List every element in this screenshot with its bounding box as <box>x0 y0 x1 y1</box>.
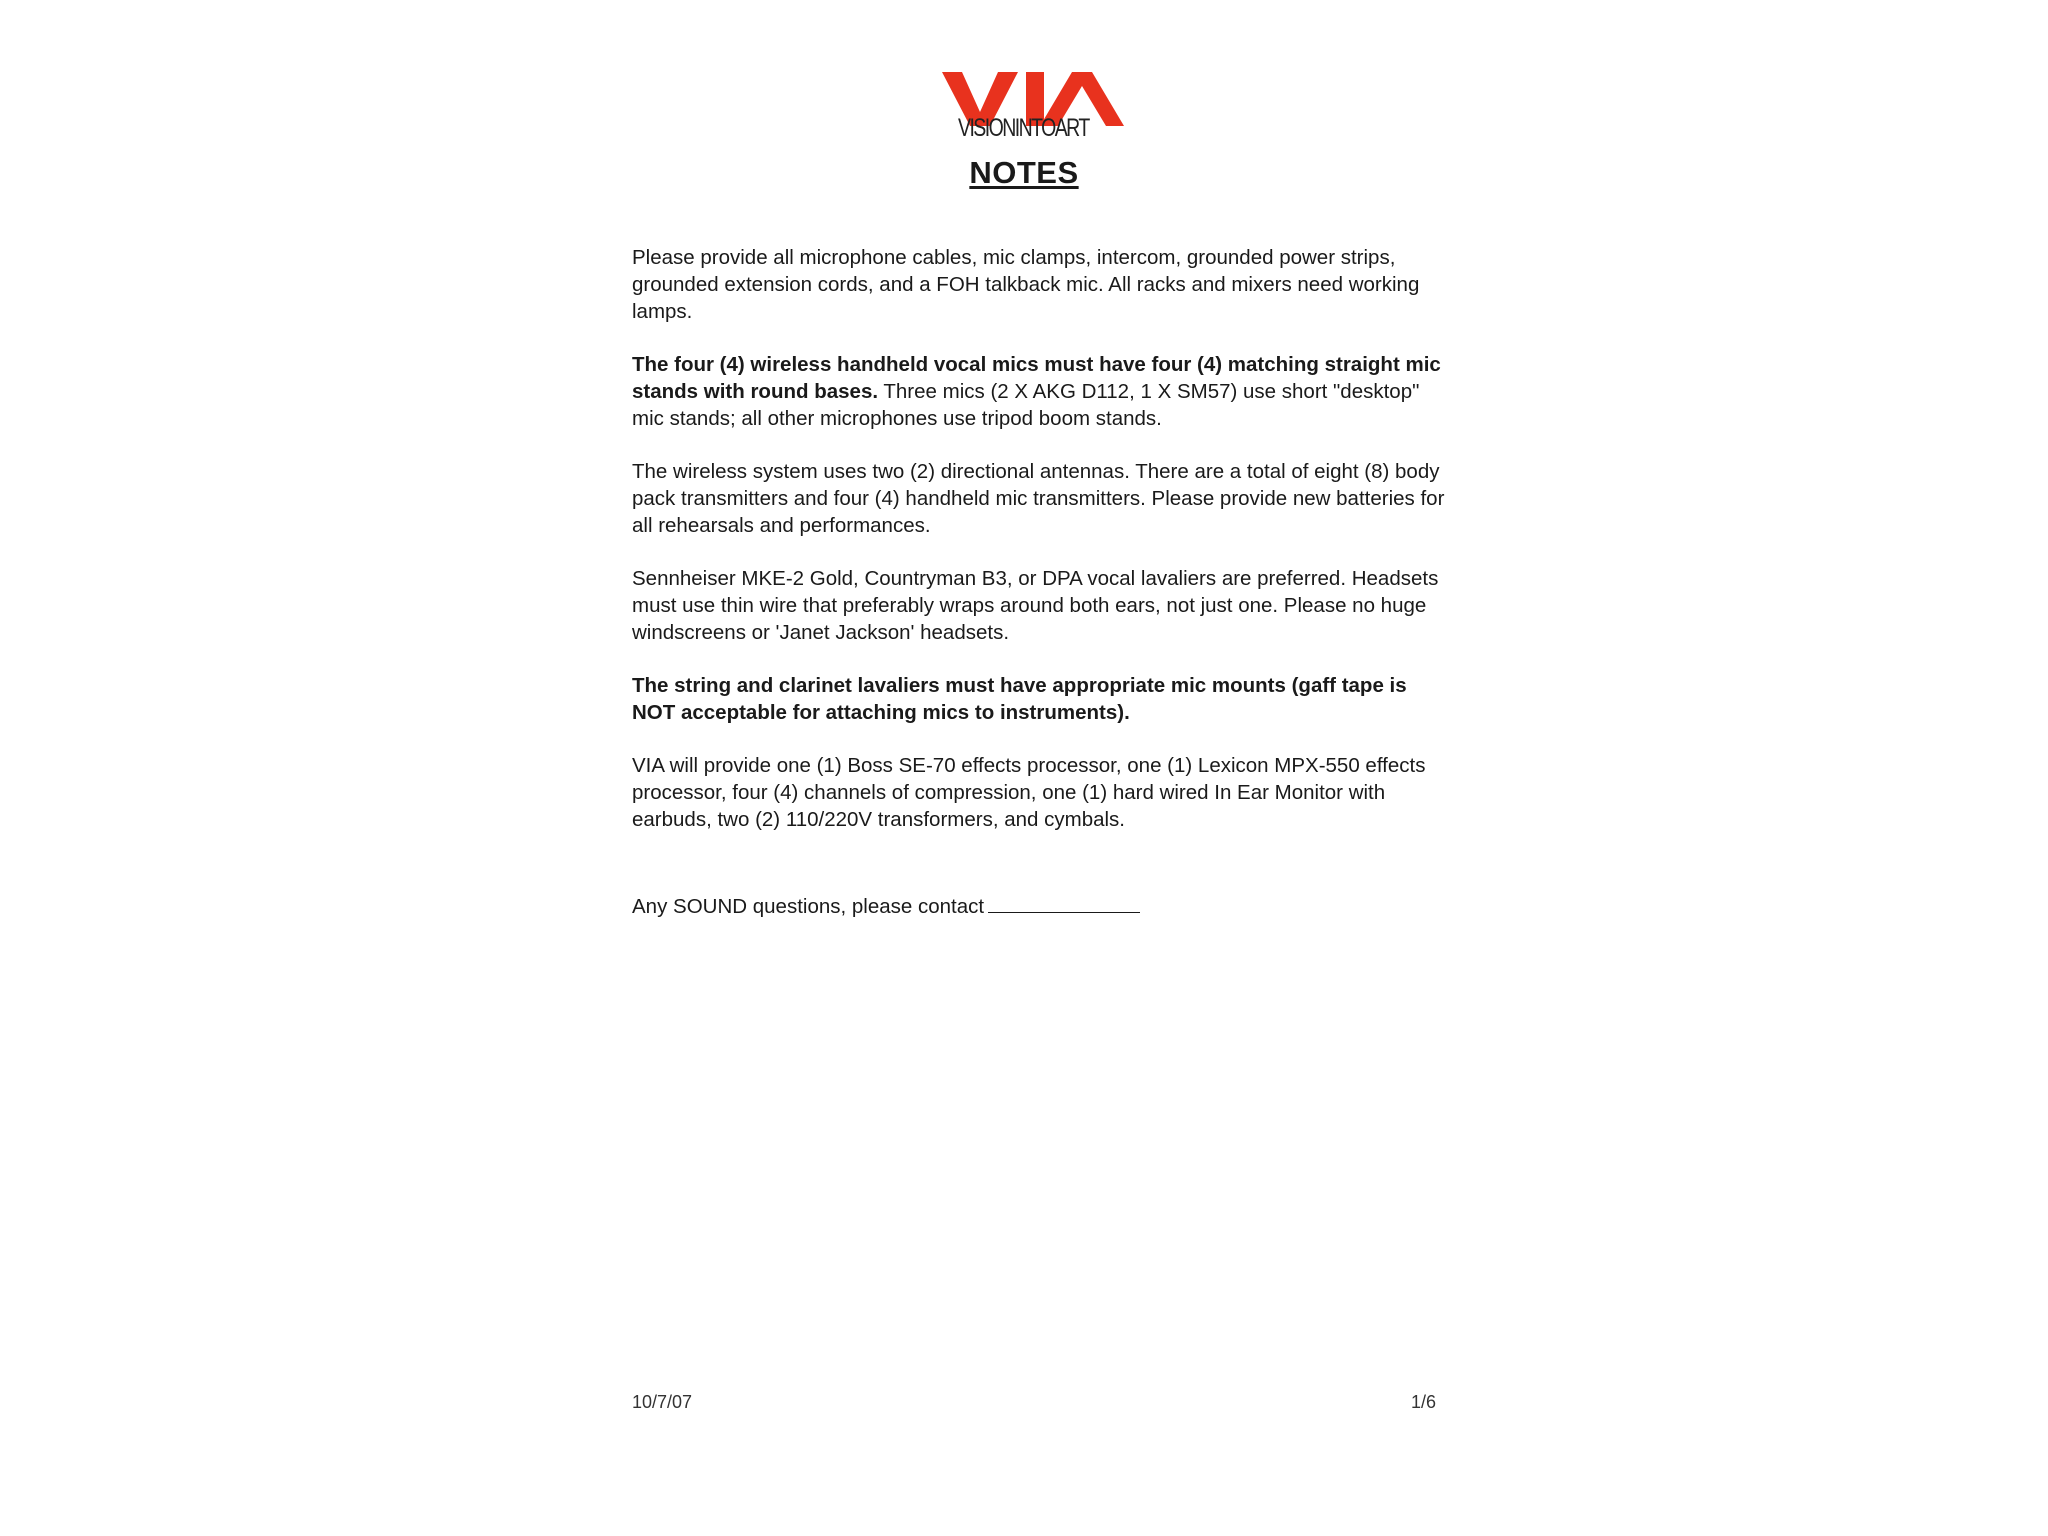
page-title: NOTES <box>969 155 1079 190</box>
via-provides-note: VIA will provide one (1) Boss SE-70 effects processor, one (1) Lexicon MPX-550 effects processor, four (4) channels of compression, one (1) hard wired In Ear Monitor with earbuds, two (2) 110/220V transformers, and cymbals. <box>632 754 1426 831</box>
note-paragraph-3 <box>632 458 1452 539</box>
contact-blank <box>988 892 1140 913</box>
note-text: Sennheiser MKE-2 Gold, Countryman B3, or DPA vocal lavaliers are preferred. Headsets must use thin wire that preferably wraps around both ears, not just one. Please no huge windscreens or 'Janet Jackson' headsets. <box>632 567 1439 644</box>
footer-page-number: 1/6 <box>1411 1392 1437 1412</box>
contact-line <box>632 892 1140 920</box>
contact-text: Any SOUND questions, please contact <box>632 895 985 918</box>
footer-date: 10/7/07 <box>632 1392 693 1412</box>
note-paragraph-2 <box>632 351 1452 432</box>
logo-tagline: VISIONINTOART <box>958 114 1089 142</box>
note-lead: The four (4) wireless handheld vocal mics must have four (4) matching straight mic stands with round bases. <box>632 353 1441 403</box>
notes-body <box>632 244 1452 859</box>
note-paragraph-1 <box>632 244 1452 325</box>
note-text: Please provide all microphone cables, mic clamps, intercom, grounded power strips, grounded extension cords, and a FOH talkback mic. All racks and mixers need working lamps. <box>632 246 1420 323</box>
note-paragraph-4 <box>632 565 1452 646</box>
note-text: The wireless system uses two (2) directional antennas. There are a total of eight (8) body pack transmitters and four (4) handheld mic transmitters. Please provide new batteries for all rehearsals and performances. <box>632 460 1445 537</box>
note-text: Three mics (2 X AKG D112, 1 X SM57) use short "desktop" mic stands; all other microphones use tripod boom stands. <box>632 380 1420 430</box>
lavalier-mount-note: The string and clarinet lavaliers must have appropriate mic mounts (gaff tape is NOT acceptable for attaching mics to instruments). <box>632 674 1407 724</box>
